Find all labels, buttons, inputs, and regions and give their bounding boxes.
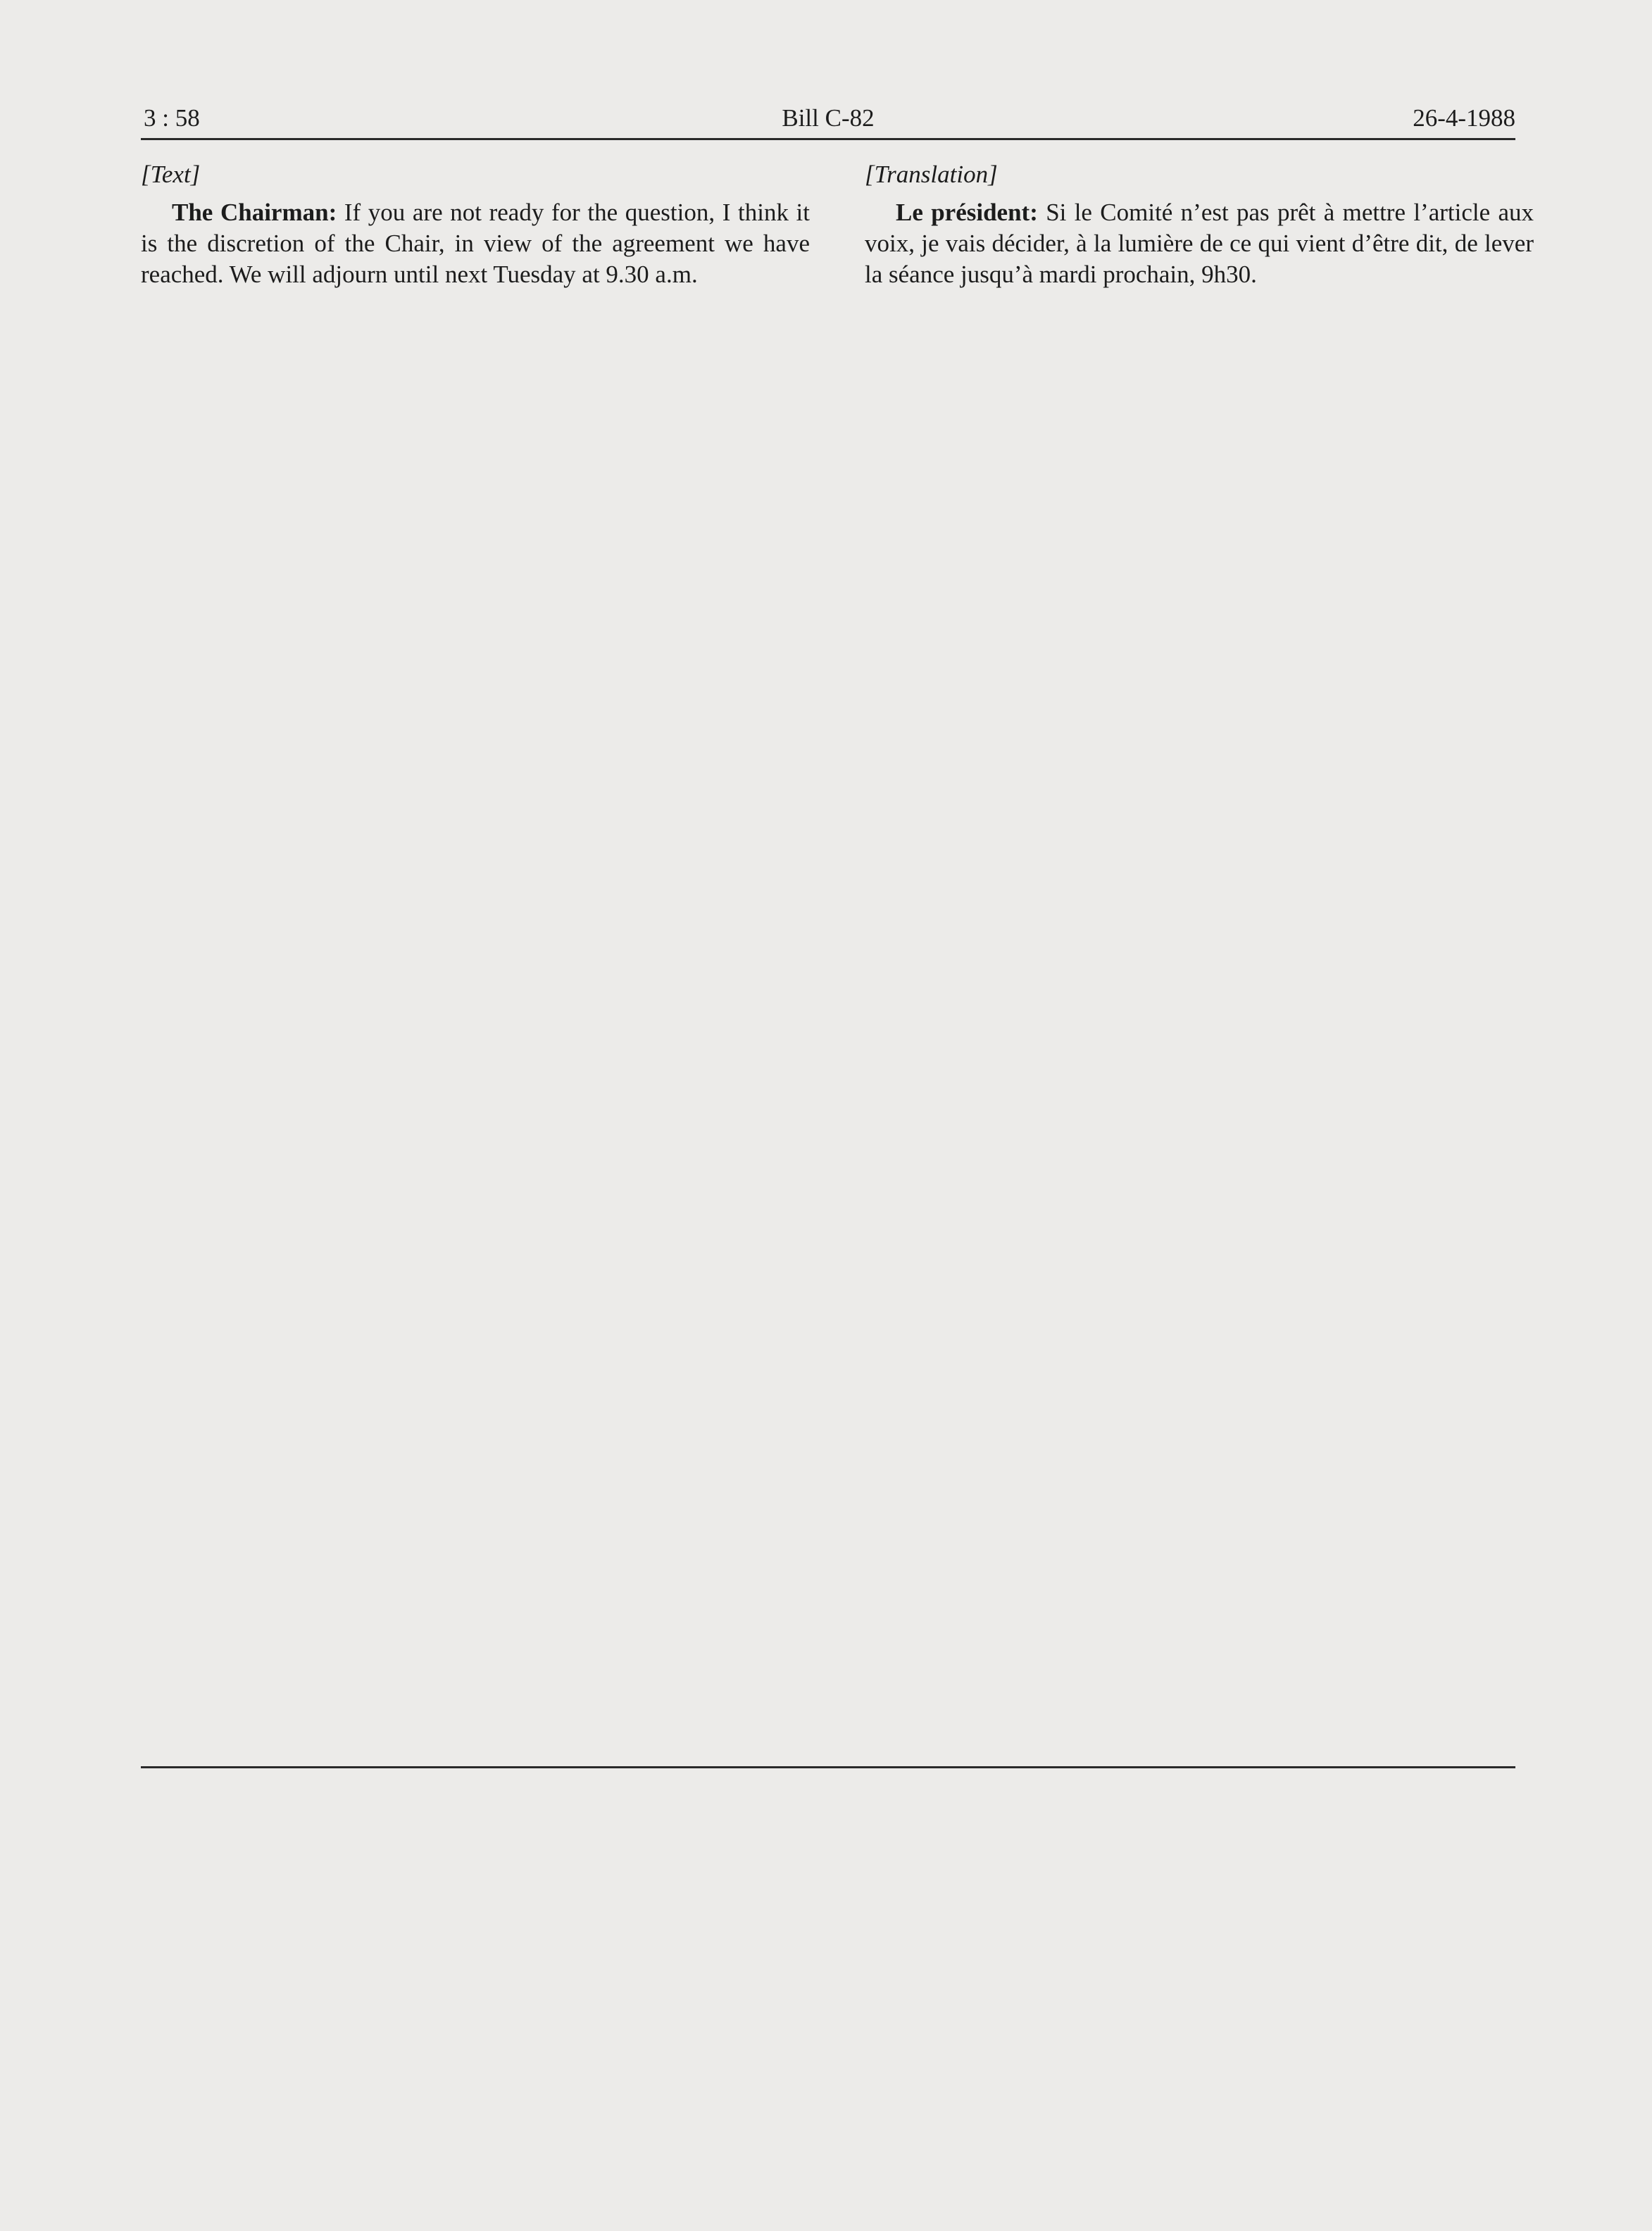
bill-title: Bill C-82 — [782, 104, 875, 132]
speaker-name: The Chairman: — [172, 199, 337, 226]
chairman-statement — [141, 197, 810, 290]
english-column — [141, 159, 810, 290]
header-rule — [141, 138, 1515, 140]
header-date: 26-4-1988 — [1413, 104, 1515, 132]
president-statement — [865, 197, 1534, 290]
text-label: [Text] — [141, 161, 201, 188]
statement-text: If you are not ready for the question, I think it is the discretion of the Chair, in view of the agreement we have reached. We will adjourn until next Tuesday at 9.30 a.m. — [141, 199, 811, 288]
statement-text: Si le Comité n’est pas prêt à mettre l’article aux voix, je vais décider, à la lumière de ce qui vient d’être dit, de lever la séance jusqu’à mardi prochain, 9h30. — [865, 199, 1534, 288]
page-number: 3 : 58 — [144, 104, 200, 132]
translation-label: [Translation] — [865, 161, 998, 188]
page-header — [141, 97, 1515, 139]
french-column — [865, 159, 1534, 290]
footer-rule — [141, 1766, 1515, 1768]
speaker-name: Le président: — [896, 199, 1038, 226]
